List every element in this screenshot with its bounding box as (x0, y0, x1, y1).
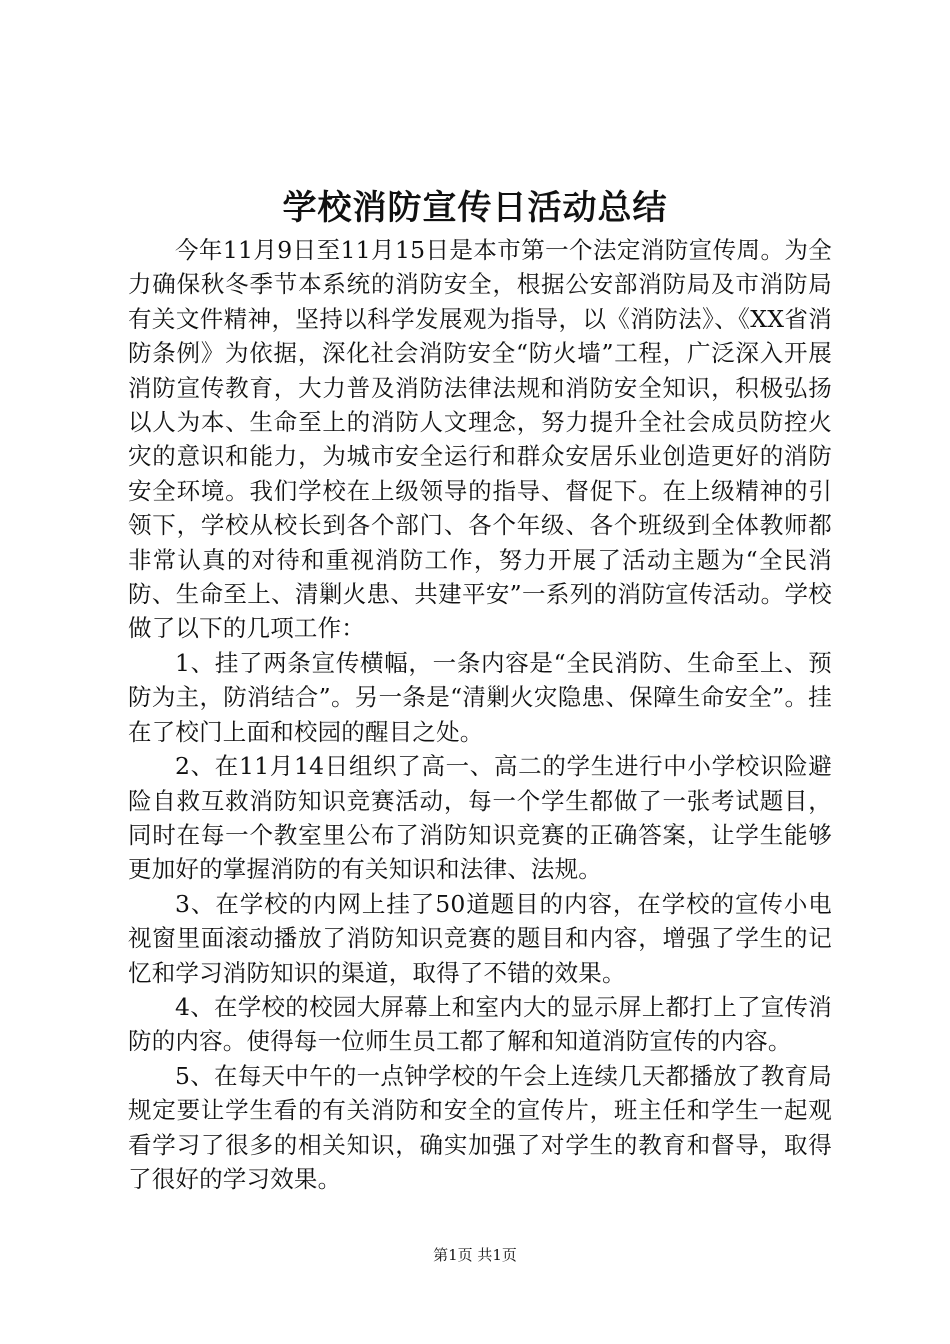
paragraph-item-4: 4、在学校的校园大屏幕上和室内大的显示屏上都打上了宣传消防的内容。使得每一位师生员工都了解和知道消防宣传的内容。 (128, 992, 832, 1056)
paragraph-item-1: 1、挂了两条宣传横幅，一条内容是“全民消防、生命至上、预防为主，防消结合”。另一条是“清剿火灾隐患、保障生命安全”。挂在了校门上面和校园的醒目之处。 (128, 648, 832, 746)
document-title: 学校消防宣传日活动总结 (282, 188, 668, 228)
paragraph-item-2: 2、在11月14日组织了高一、高二的学生进行中小学校识险避险自救互救消防知识竞赛活动，每一个学生都做了一张考试题目，同时在每一个教室里公布了消防知识竞赛的正确答案，让学生能够更加好的掌握消防的有关知识和法律、法规。 (128, 752, 832, 884)
page-number-footer: 第1页 共1页 (433, 1246, 517, 1264)
paragraph-intro: 今年11月9日至11月15日是本市第一个法定消防宣传周。为全力确保秋冬季节本系统的消防安全，根据公安部消防局及市消防局有关文件精神，坚持以科学发展观为指导，以《消防法》、《XX省消防条例》为依据，深化社会消防安全“防火墙”工程，广泛深入开展消防宣传教育，大力普及消防法律法规和消防安全知识，积极弘扬以人为本、生命至上的消防人文理念，努力提升全社会成员防控火灾的意识和能力，为城市安全运行和群众安居乐业创造更好的消防安全环境。我们学校在上级领导的指导、督促下。在上级精神的引领下，学校从校长到各个部门、各个年级、各个班级到全体教师都非常认真的对待和重视消防工作，努力开展了活动主题为“全民消防、生命至上、清剿火患、共建平安”一系列的消防宣传活动。学校做了以下的几项工作： (128, 236, 832, 643)
paragraph-item-3: 3、在学校的内网上挂了50道题目的内容，在学校的宣传小电视窗里面滚动播放了消防知识竞赛的题目和内容，增强了学生的记忆和学习消防知识的渠道，取得了不错的效果。 (128, 889, 832, 987)
paragraph-item-5: 5、在每天中午的一点钟学校的午会上连续几天都播放了教育局规定要让学生看的有关消防和安全的宣传片，班主任和学生一起观看学习了很多的相关知识，确实加强了对学生的教育和督导，取得了很好的学习效果。 (128, 1061, 832, 1193)
document-body (128, 233, 832, 1196)
